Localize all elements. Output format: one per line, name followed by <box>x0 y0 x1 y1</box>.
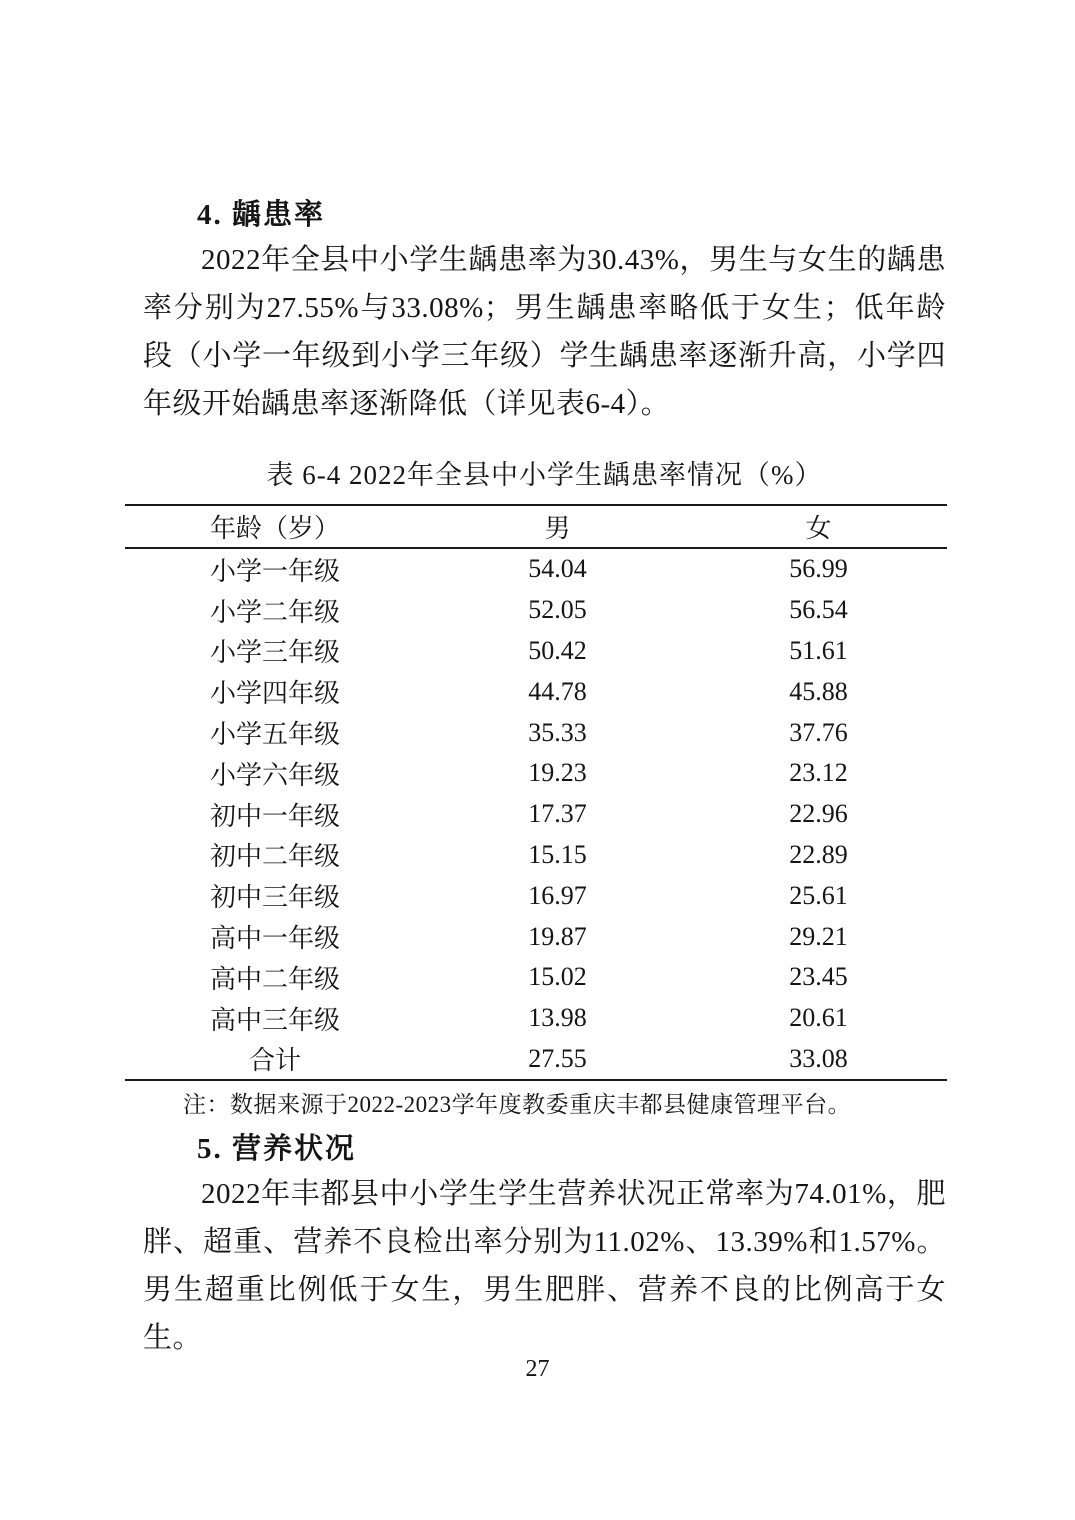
row-male-value: 15.15 <box>528 839 587 869</box>
row-grade-label: 小学六年级 <box>209 760 340 790</box>
row-grade-label: 初中一年级 <box>209 801 340 831</box>
section-4-paragraph: 2022年全县中小学生龋患率为30.43%，男生与女生的龋患率分别为27.55%与33.08%；男生龋患率略低于女生；低年龄段（小学一年级到小学三年级）学生龋患率逐渐升高，小学四年级开始龋患率逐渐降低（详见表6-4）。 <box>143 244 946 420</box>
row-grade-label: 高中二年级 <box>209 964 340 994</box>
table-6-4 <box>125 504 947 1081</box>
row-male-value: 16.97 <box>528 880 587 910</box>
table-row <box>125 753 947 794</box>
row-grade-label: 合计 <box>248 1046 301 1076</box>
table-row <box>125 916 947 957</box>
row-male-value: 13.98 <box>528 1003 587 1033</box>
row-female-value: 45.88 <box>789 676 848 706</box>
row-female-value: 23.12 <box>789 758 848 788</box>
row-female-value: 22.96 <box>789 799 848 829</box>
row-grade-label: 高中三年级 <box>209 1005 340 1035</box>
table-row <box>125 998 947 1039</box>
row-female-value: 23.45 <box>789 962 848 992</box>
row-female-value: 56.54 <box>789 595 848 625</box>
table-source-note: 注：数据来源于2022-2023学年度教委重庆丰都县健康管理平台。 <box>183 1092 852 1117</box>
row-male-value: 19.23 <box>528 758 587 788</box>
column-header-female: 女 <box>805 514 832 543</box>
row-male-value: 17.37 <box>528 799 587 829</box>
row-grade-label: 小学一年级 <box>209 556 340 586</box>
row-male-value: 15.02 <box>528 962 587 992</box>
row-grade-label: 小学三年级 <box>209 638 340 668</box>
row-female-value: 51.61 <box>789 635 848 665</box>
row-female-value: 37.76 <box>789 717 848 747</box>
row-male-value: 35.33 <box>528 717 587 747</box>
table-header-row <box>125 506 947 549</box>
column-header-male: 男 <box>544 514 571 543</box>
table-row <box>125 794 947 835</box>
row-male-value: 44.78 <box>528 676 587 706</box>
table-row <box>125 835 947 876</box>
row-grade-label: 小学四年级 <box>209 679 340 709</box>
table-row <box>125 957 947 998</box>
row-male-value: 19.87 <box>528 921 587 951</box>
row-grade-label: 小学五年级 <box>209 720 340 750</box>
table-row <box>125 875 947 916</box>
table-6-4-title: 表 6-4 2022年全县中小学生龋患率情况（%） <box>266 460 823 490</box>
table-row <box>125 549 947 590</box>
row-male-value: 50.42 <box>528 635 587 665</box>
table-row <box>125 671 947 712</box>
row-female-value: 56.99 <box>789 554 848 584</box>
row-grade-label: 初中三年级 <box>209 883 340 913</box>
row-grade-label: 初中二年级 <box>209 842 340 872</box>
table-row <box>125 631 947 672</box>
row-grade-label: 小学二年级 <box>209 597 340 627</box>
row-female-value: 29.21 <box>789 921 848 951</box>
page-number: 27 <box>525 1356 550 1382</box>
section-5-paragraph: 2022年丰都县中小学生学生营养状况正常率为74.01%，肥胖、超重、营养不良检出率分别为11.02%、13.39%和1.57%。男生超重比例低于女生，男生肥胖、营养不良的比例高于女生。 <box>143 1178 946 1354</box>
row-grade-label: 高中一年级 <box>209 924 340 954</box>
row-male-value: 27.55 <box>528 1043 587 1073</box>
column-header-age: 年龄（岁） <box>209 514 340 543</box>
section-5-heading: 5. 营养状况 <box>197 1133 357 1165</box>
row-female-value: 33.08 <box>789 1043 848 1073</box>
row-female-value: 22.89 <box>789 839 848 869</box>
row-female-value: 25.61 <box>789 880 848 910</box>
section-4-heading: 4. 龋患率 <box>197 199 326 231</box>
row-male-value: 52.05 <box>528 595 587 625</box>
row-male-value: 54.04 <box>528 554 587 584</box>
table-body <box>125 549 947 1079</box>
table-row <box>125 712 947 753</box>
table-row <box>125 1039 947 1080</box>
table-row <box>125 590 947 631</box>
row-female-value: 20.61 <box>789 1003 848 1033</box>
